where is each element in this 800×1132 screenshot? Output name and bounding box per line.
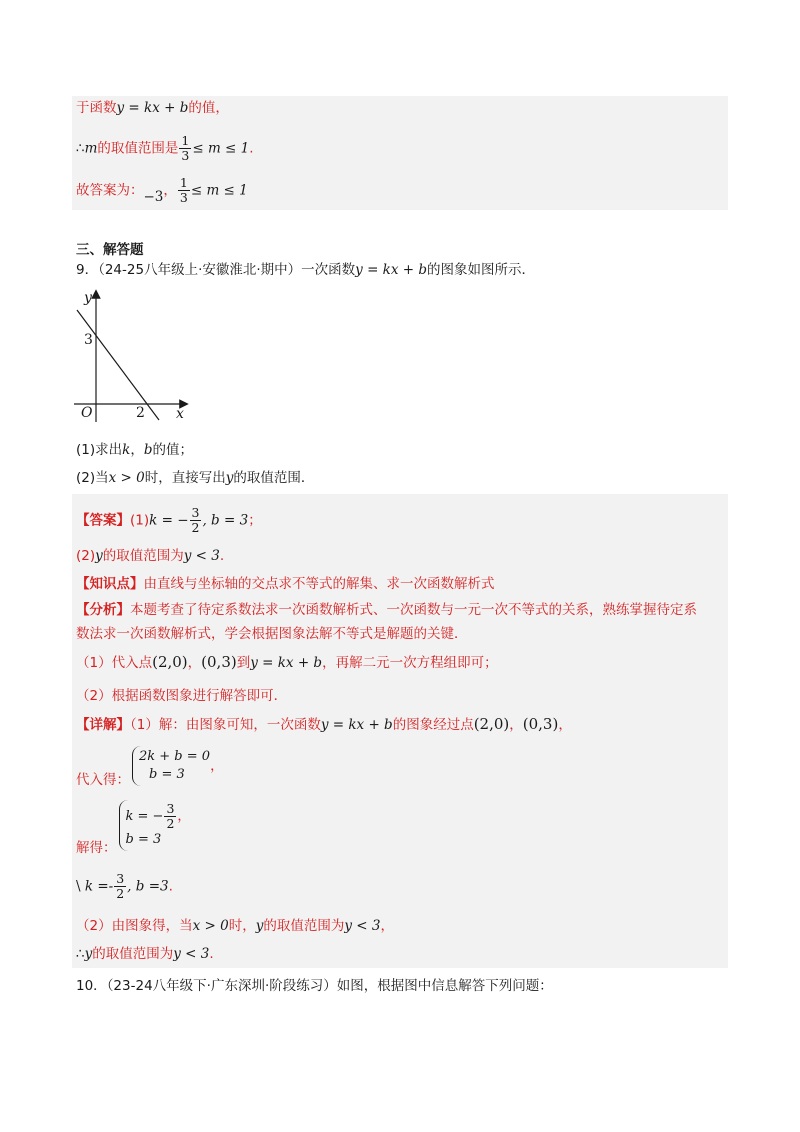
- equation-system: 2k + b = 0 b = 3: [132, 746, 210, 786]
- question-10: 10．（23-24八年级下·广东深圳·阶段练习）如图，根据图中信息解答下列问题：: [76, 978, 553, 994]
- top-line-1: 于函数y = kx + b的值，: [76, 100, 229, 116]
- detail-substitute: 代入得： 2k + b = 0 b = 3 ，: [76, 746, 224, 786]
- detail-final: ∴y的取值范围为y < 3.: [76, 946, 214, 962]
- function-graph: [72, 286, 202, 426]
- detail-solve: 解得： k = − $\frac{3}{2}$ ， b = 3: [76, 801, 191, 856]
- question-9-part-1: (1)求出k，b的值；: [76, 442, 193, 458]
- answer-line-2: (2)y的取值范围为y < 3.: [76, 548, 225, 564]
- y-intercept-label: 3: [84, 332, 93, 348]
- analysis-step-2: （2）根据函数图象进行解答即可．: [76, 688, 288, 704]
- question-9: 9．（24-25八年级上·安徽淮北·期中）一次函数y = kx + b的图象如图所示．: [76, 262, 536, 278]
- origin-label: O: [81, 405, 93, 421]
- detail-conclusion: \ k =- $\frac{3}{2}$ , b =3.: [76, 871, 173, 901]
- solution-system: k = − $\frac{3}{2}$ ， b = 3: [119, 800, 191, 851]
- y-axis-label: y: [84, 290, 92, 306]
- analysis-step-1: （1）代入点(2,0)，(0,3)到y = kx + b，再解二元一次方程组即可；: [76, 653, 498, 671]
- range-fraction: $\frac{1}{3}$: [181, 133, 190, 163]
- analysis-line-1: 【分析】本题考查了待定系数法求一次函数解析式、一次函数与一元一次不等式的关系，熟练掌握待定系: [76, 602, 697, 618]
- knowledge-point: 【知识点】由直线与坐标轴的交点求不等式的解集、求一次函数解析式: [76, 576, 495, 592]
- detail-part-2: （2）由图象得，当x > 0时，y的取值范围为y < 3，: [76, 918, 394, 934]
- question-9-part-2: (2)当x > 0时，直接写出y的取值范围．: [76, 470, 315, 486]
- detail-line-1: 【详解】（1）解：由图象可知，一次函数y = kx + b的图象经过点(2,0)，(0,3)，: [76, 715, 572, 733]
- x-axis-label: x: [176, 406, 184, 422]
- analysis-line-2: 数法求一次函数解析式，学会根据图象法解不等式是解题的关键．: [76, 626, 468, 642]
- top-line-2: ∴m的取值范围是 $\frac{1}{3}$ ≤ m ≤ 1.: [76, 133, 254, 163]
- section-title: 三、解答题: [76, 242, 144, 258]
- x-intercept-label: 2: [136, 405, 145, 421]
- answer-line-1: 【答案】(1)k = − $\frac{3}{2}$ , b = 3；: [76, 505, 262, 535]
- top-line-3: 故答案为：−3， $\frac{1}{3}$ ≤ m ≤ 1: [76, 175, 248, 205]
- function-expression: y = kx + b: [116, 100, 189, 116]
